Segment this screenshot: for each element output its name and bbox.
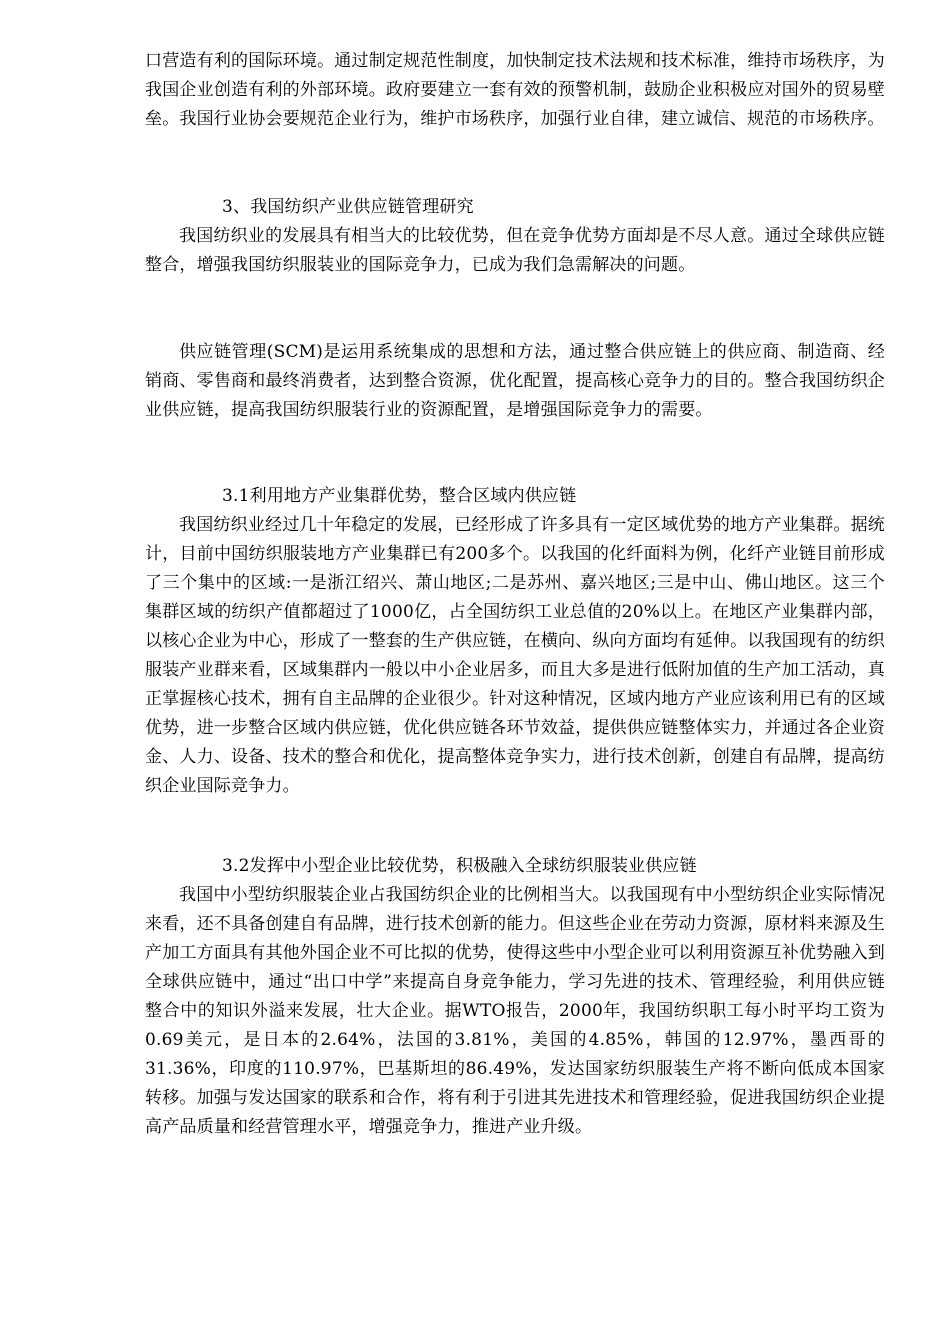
paragraph-section-3-intro: 我国纺织业的发展具有相当大的比较优势，但在竞争优势方面却是不尽人意。通过全球供应链整合，增强我国纺织服装业的国际竞争力，已成为我们急需解决的问题。 bbox=[145, 226, 885, 275]
paragraph-scm-definition: 供应链管理(SCM)是运用系统集成的思想和方法，通过整合供应链上的供应商、制造商、经销商、零售商和最终消费者，达到整合资源，优化配置，提高核心竞争力的目的。整合我国纺织企业供应链，提高我国纺织服装行业的资源配置，是增强国际竞争力的需要。 bbox=[145, 342, 885, 420]
section-heading-3-1: 3.1利用地方产业集群优势，整合区域内供应链 bbox=[222, 486, 577, 506]
paragraph-intro: 口营造有利的国际环境。通过制定规范性制度，加快制定技术法规和技术标准，维持市场秩序，为我国企业创造有利的外部环境。政府要建立一套有效的预警机制，鼓励企业积极应对国外的贸易壁垒。我国行业协会要规范企业行为，维护市场秩序，加强行业自律，建立诚信、规范的市场秩序。 bbox=[145, 51, 885, 129]
paragraph-section-3-1: 我国纺织业经过几十年稳定的发展，已经形成了许多具有一定区域优势的地方产业集群。据统计，目前中国纺织服装地方产业集群已有200多个。以我国的化纤面料为例，化纤产业链目前形成了三个集中的区域:一是浙江绍兴、萧山地区;二是苏州、嘉兴地区;三是中山、佛山地区。这三个集群区域的纺织产值都超过了1000亿，占全国纺织工业总值的20%以上。在地区产业集群内部，以核心企业为中心，形成了一整套的生产供应链，在横向、纵向方面均有延伸。以我国现有的纺织服装产业群来看，区域集群内一般以中小企业居多，而且大多是进行低附加值的生产加工活动，真正掌握核心技术，拥有自主品牌的企业很少。针对这种情况，区域内地方产业应该利用已有的区域优势，进一步整合区域内供应链，优化供应链各环节效益，提供供应链整体实力，并通过各企业资金、人力、设备、技术的整合和优化，提高整体竞争实力，进行技术创新，创建自有品牌，提高纺织企业国际竞争力。 bbox=[145, 515, 885, 796]
section-heading-3: 3、我国纺织产业供应链管理研究 bbox=[222, 197, 474, 217]
paragraph-section-3-2: 我国中小型纺织服装企业占我国纺织企业的比例相当大。以我国现有中小型纺织企业实际情况来看，还不具备创建自有品牌，进行技术创新的能力。但这些企业在劳动力资源，原材料来源及生产加工方面具有其他外国企业不可比拟的优势，使得这些中小型企业可以利用资源互补优势融入到全球供应链中，通过“出口中学”来提高自身竞争能力，学习先进的技术、管理经验，利用供应链整合中的知识外溢来发展，壮大企业。据WTO报告，2000年，我国纺织职工每小时平均工资为0.69美元，是日本的2.64%，法国的3.81%，美国的4.85%，韩国的12.97%，墨西哥的31.36%，印度的110.97%，巴基斯坦的86.49%，发达国家纺织服装生产将不断向低成本国家转移。加强与发达国家的联系和合作，将有利于引进其先进技术和管理经验，促进我国纺织企业提高产品质量和经营管理水平，增强竞争力，推进产业升级。 bbox=[145, 885, 885, 1137]
section-heading-3-2: 3.2发挥中小型企业比较优势，积极融入全球纺织服装业供应链 bbox=[222, 856, 697, 876]
